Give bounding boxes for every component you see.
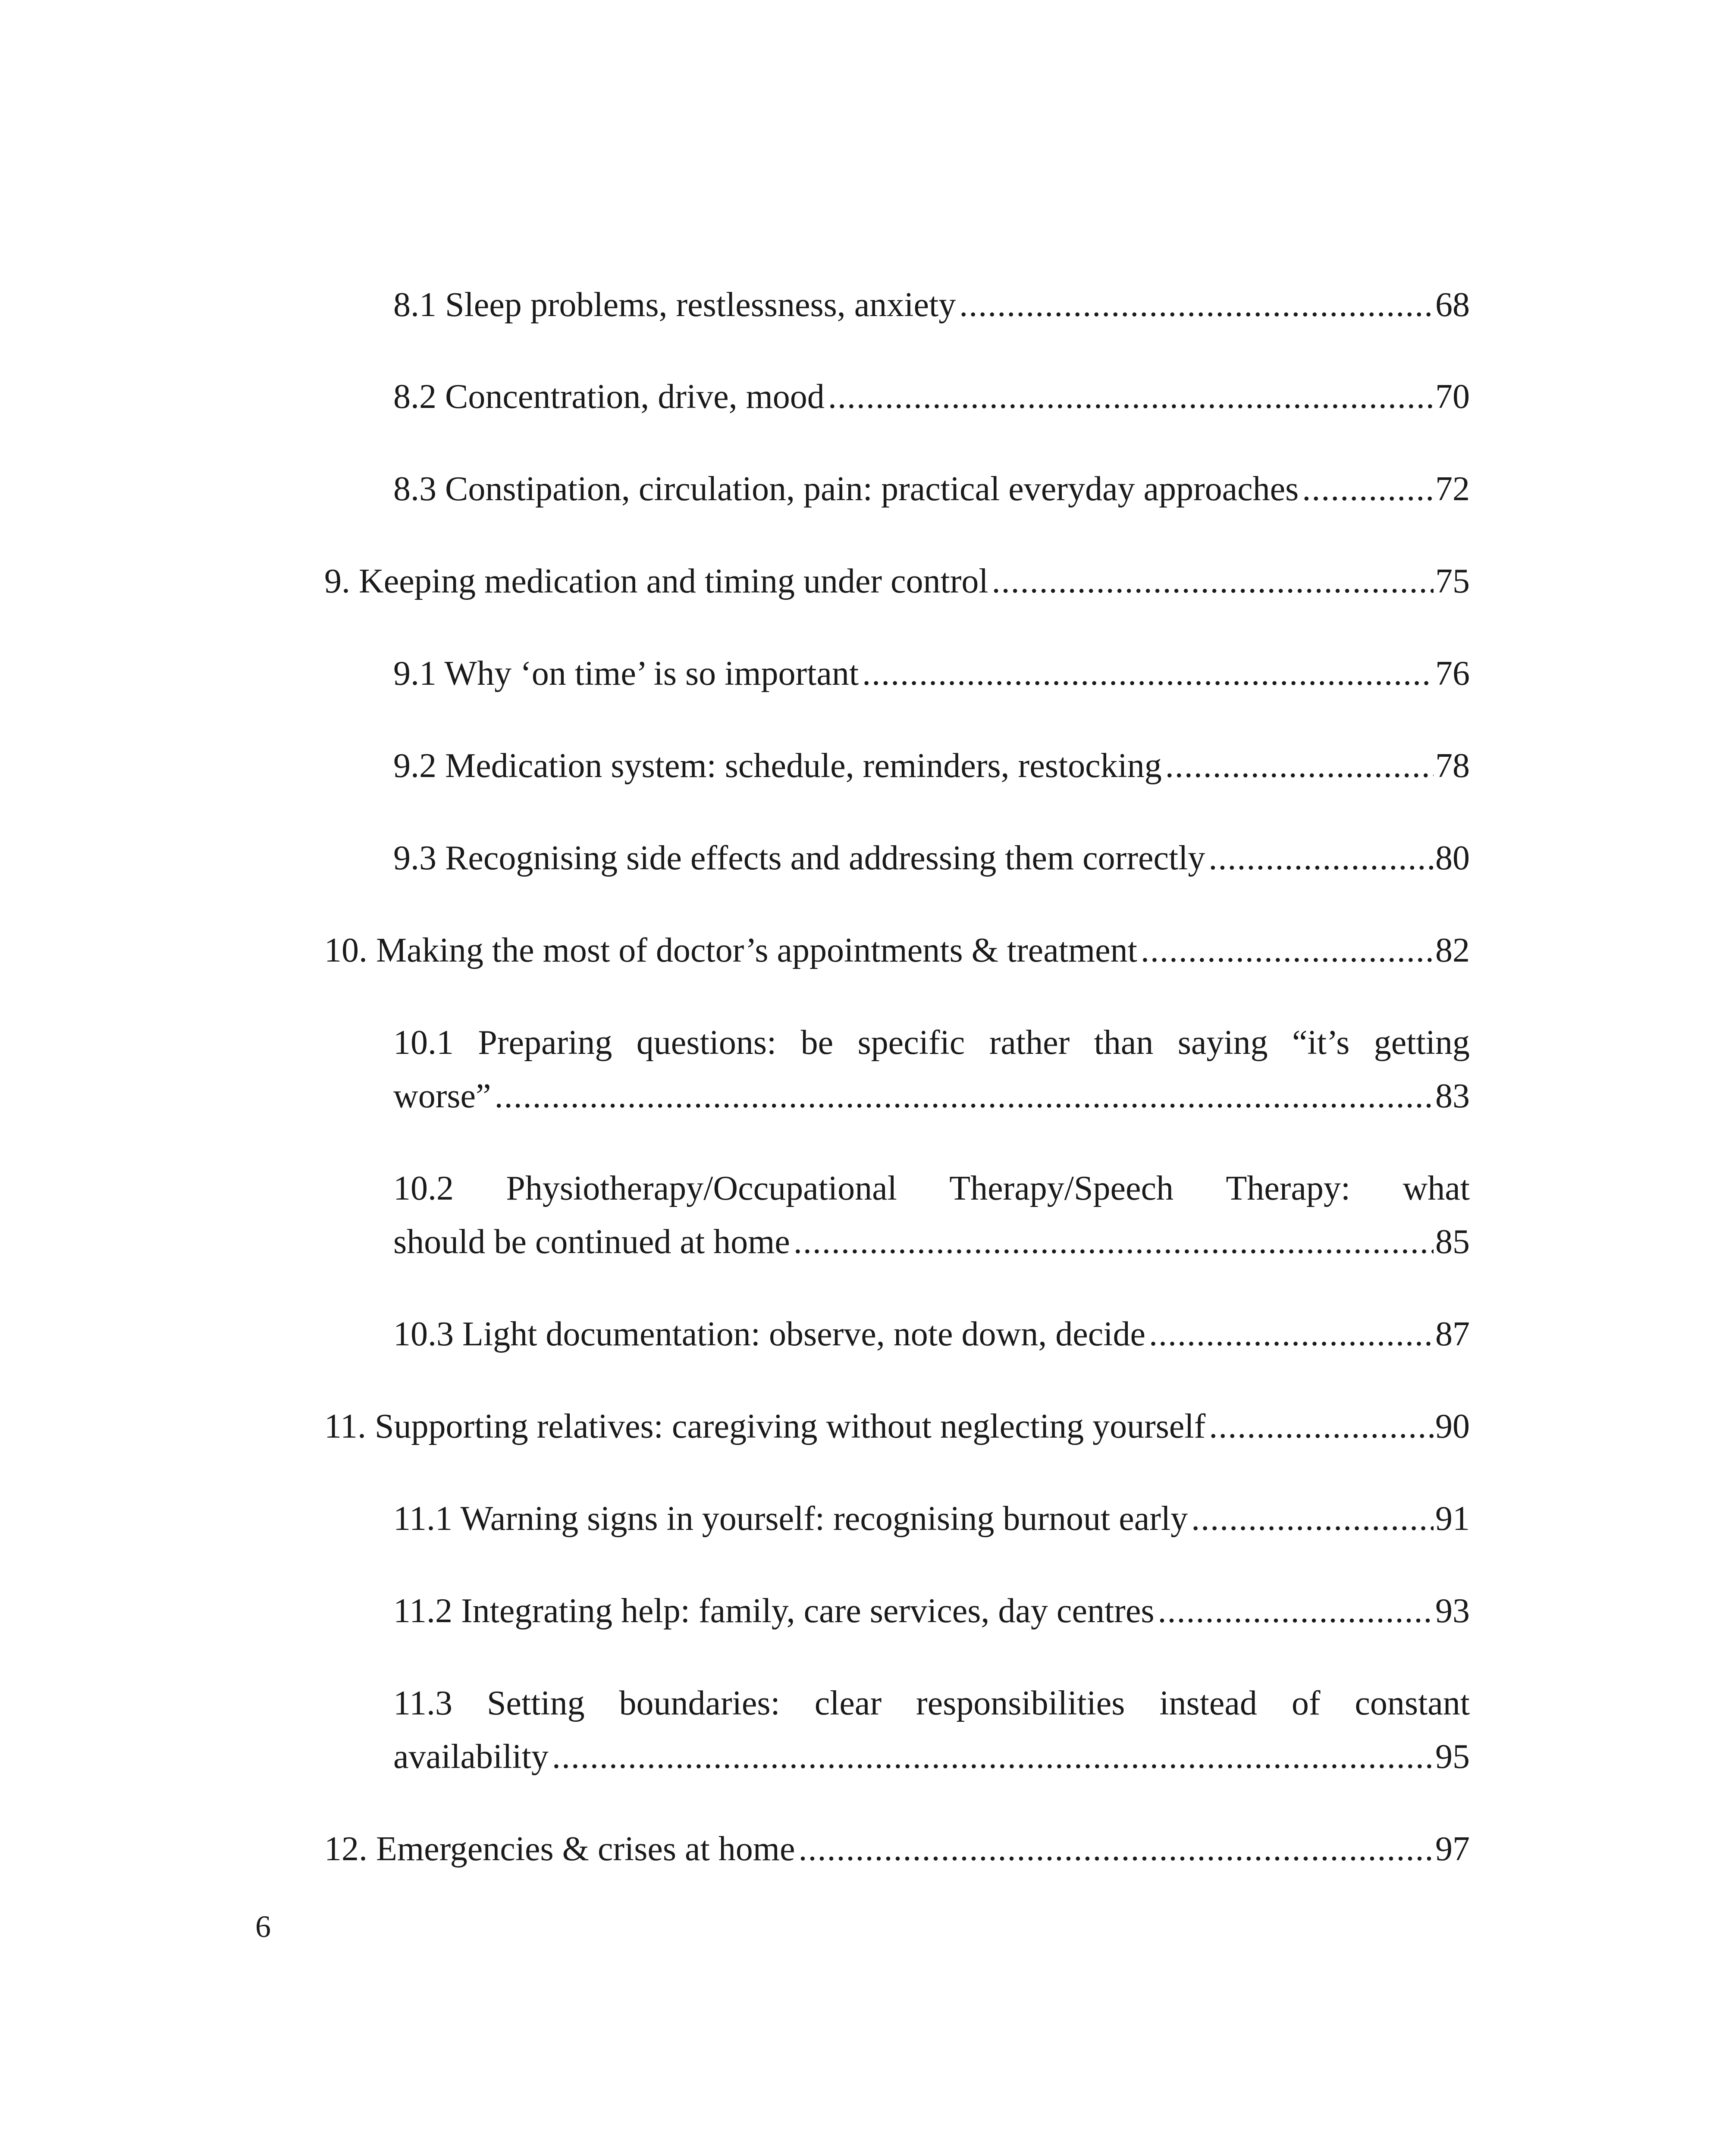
toc-entry-8-3[interactable] (393, 462, 1470, 516)
word: Physiotherapy/Occupational (506, 1169, 897, 1207)
toc-entry-page: 95 (1435, 1738, 1470, 1776)
toc-entry-title: 11. Supporting relatives: caregiving without neglecting yourself (324, 1407, 1206, 1445)
dot-leader (1208, 831, 1434, 885)
toc-entry-title: 11.2 Integrating help: family, care services, day centres (393, 1592, 1155, 1630)
toc-entry-11-3[interactable] (393, 1677, 1470, 1783)
toc-entry-12[interactable] (324, 1822, 1470, 1876)
toc-entry-title-line-2 (393, 1730, 1470, 1783)
word: clear (814, 1684, 882, 1722)
word: of (1291, 1684, 1321, 1722)
toc-entry-page: 82 (1435, 931, 1470, 969)
dot-leader (1141, 924, 1434, 977)
toc-entry-10-3[interactable] (393, 1307, 1470, 1361)
dot-leader (1191, 1492, 1434, 1545)
word: Preparing (478, 1024, 612, 1062)
word: getting (1374, 1024, 1470, 1062)
dot-leader (862, 647, 1434, 700)
toc-entry-title: 11.1 Warning signs in yourself: recognising burnout early (393, 1500, 1188, 1538)
toc-entry-title: 9.1 Why ‘on time’ is so important (393, 655, 859, 693)
word: constant (1355, 1684, 1470, 1722)
toc-entry-title-line-1 (393, 1162, 1470, 1215)
word: Therapy/Speech (949, 1169, 1173, 1207)
toc-entry-11[interactable] (324, 1400, 1470, 1453)
dot-leader (1165, 739, 1434, 793)
toc-entry-10-2[interactable] (393, 1162, 1470, 1269)
word: Setting (486, 1684, 585, 1722)
toc-entry-page: 90 (1435, 1407, 1470, 1445)
word: responsibilities (916, 1684, 1125, 1722)
toc-entry-title: 10.3 Light documentation: observe, note down, decide (393, 1315, 1146, 1353)
toc-entry-page: 91 (1435, 1500, 1470, 1538)
dot-leader (1209, 1400, 1434, 1453)
toc-entry-title-line-2 (393, 1069, 1470, 1123)
word: than (1094, 1024, 1154, 1062)
toc-entry-8-2[interactable] (393, 370, 1470, 423)
toc-entry-title: 9.3 Recognising side effects and addressing them correctly (393, 839, 1205, 877)
toc-entry-title: 12. Emergencies & crises at home (324, 1830, 795, 1868)
dot-leader (495, 1069, 1434, 1123)
toc-entry-9-2[interactable] (393, 739, 1470, 793)
dot-leader (992, 555, 1434, 608)
dot-leader (959, 278, 1434, 332)
toc-entry-page: 97 (1435, 1830, 1470, 1868)
toc-entry-page: 70 (1435, 378, 1470, 416)
dot-leader (799, 1822, 1434, 1876)
word: 10.1 (393, 1024, 454, 1062)
word: specific (857, 1024, 965, 1062)
dot-leader (1149, 1307, 1434, 1361)
toc-entry-title-line-1 (393, 1016, 1470, 1069)
dot-leader (828, 370, 1434, 423)
toc-entry-page: 87 (1435, 1315, 1470, 1353)
toc-entry-10[interactable] (324, 924, 1470, 977)
toc-entry-page: 76 (1435, 655, 1470, 693)
dot-leader (1302, 462, 1434, 516)
word: boundaries: (619, 1684, 780, 1722)
toc-entry-page: 75 (1435, 562, 1470, 600)
word: “it’s (1292, 1024, 1350, 1062)
dot-leader (552, 1730, 1434, 1783)
word: be (800, 1024, 834, 1062)
dot-leader (794, 1215, 1434, 1269)
toc-entry-10-1[interactable] (393, 1016, 1470, 1123)
toc-entry-title-cont: availability (393, 1738, 549, 1776)
toc-entry-8-1[interactable] (393, 278, 1470, 332)
word: saying (1177, 1024, 1268, 1062)
toc-entry-page: 72 (1435, 470, 1470, 508)
toc-entry-page: 93 (1435, 1592, 1470, 1630)
dot-leader (1158, 1584, 1434, 1638)
toc-entry-title: 9.2 Medication system: schedule, reminders, restocking (393, 747, 1162, 785)
word: what (1403, 1169, 1470, 1207)
toc-entry-title: 8.1 Sleep problems, restlessness, anxiety (393, 286, 956, 324)
toc-entry-page: 80 (1435, 839, 1470, 877)
word: 10.2 (393, 1169, 454, 1207)
toc-entry-9[interactable] (324, 555, 1470, 608)
toc-entry-title: 9. Keeping medication and timing under control (324, 562, 988, 600)
word: instead (1159, 1684, 1257, 1722)
toc-entry-title-cont: worse” (393, 1077, 491, 1115)
toc-entry-title: 8.2 Concentration, drive, mood (393, 378, 825, 416)
toc-entry-9-3[interactable] (393, 831, 1470, 885)
word: questions: (636, 1024, 777, 1062)
word: 11.3 (393, 1684, 453, 1722)
toc-entry-page: 83 (1435, 1077, 1470, 1115)
toc-entry-9-1[interactable] (393, 647, 1470, 700)
word: rather (989, 1024, 1070, 1062)
toc-entry-11-2[interactable] (393, 1584, 1470, 1638)
toc-entry-11-1[interactable] (393, 1492, 1470, 1545)
toc-entry-page: 68 (1435, 286, 1470, 324)
toc-entry-title-line-1 (393, 1677, 1470, 1730)
page-number: 6 (255, 1909, 271, 1944)
toc-entry-page: 85 (1435, 1223, 1470, 1261)
toc-entry-title: 10. Making the most of doctor’s appointments & treatment (324, 931, 1137, 969)
toc-entry-title: 8.3 Constipation, circulation, pain: practical everyday approaches (393, 470, 1299, 508)
toc-entry-page: 78 (1435, 747, 1470, 785)
toc-entry-title-cont: should be continued at home (393, 1223, 790, 1261)
toc-entry-title-line-2 (393, 1215, 1470, 1269)
word: Therapy: (1226, 1169, 1351, 1207)
